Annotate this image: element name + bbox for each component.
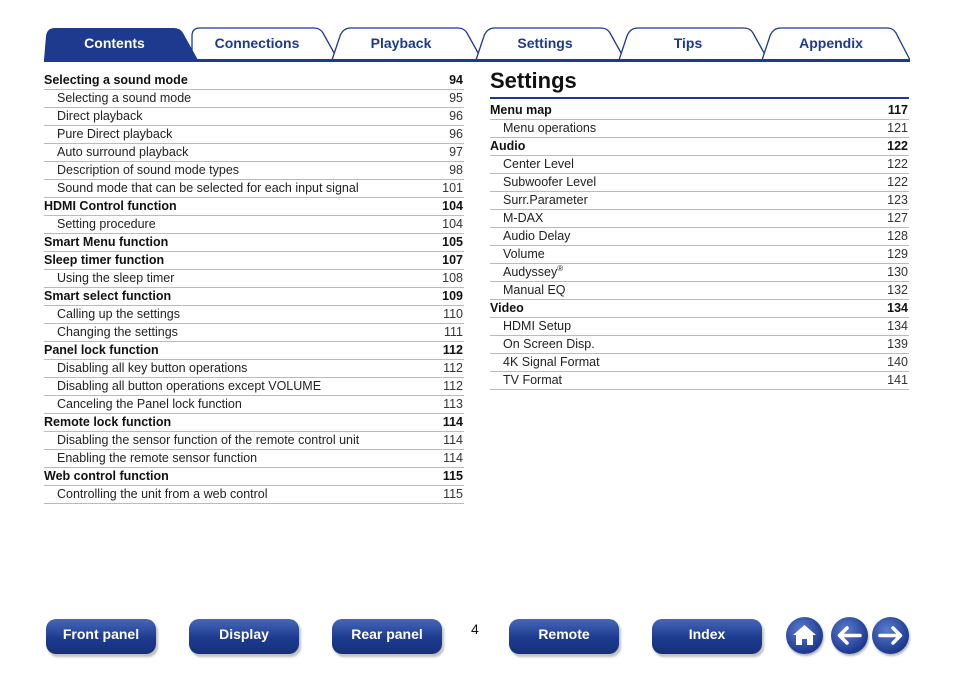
- toc-entry-row[interactable]: [44, 126, 464, 144]
- toc-page-number: 112: [442, 343, 463, 357]
- toc-entry-label: Disabling all button operations except VOLUME: [57, 379, 322, 393]
- toc-entry-row[interactable]: [490, 228, 909, 246]
- toc-entry-label: Direct playback: [57, 109, 143, 123]
- arrow-left-icon: [831, 617, 868, 654]
- tab-tips[interactable]: Tips: [673, 35, 703, 51]
- toc-page-number: 97: [449, 145, 463, 159]
- toc-entry-row[interactable]: [490, 174, 909, 192]
- home-icon: [786, 617, 823, 654]
- toc-entry-row[interactable]: [44, 306, 464, 324]
- toc-section-row[interactable]: [490, 138, 909, 156]
- toc-entry-label: Changing the settings: [57, 325, 178, 339]
- toc-page-number: 127: [887, 211, 908, 225]
- toc-entry-label: Sleep timer function: [44, 253, 165, 267]
- toc-page-number: 104: [442, 199, 463, 213]
- toc-entry-row[interactable]: [44, 432, 464, 450]
- toc-page-number: 95: [449, 91, 463, 105]
- toc-entry-label: Subwoofer Level: [503, 175, 597, 189]
- toc-entry-row[interactable]: [44, 360, 464, 378]
- toc-entry-label-wrap: [503, 264, 563, 281]
- tab-underline: [44, 59, 910, 62]
- toc-entry-label: Auto surround playback: [57, 145, 189, 159]
- rear-panel-button[interactable]: Rear panel: [332, 619, 442, 654]
- forward-button[interactable]: [872, 617, 909, 654]
- toc-page-number: 117: [887, 103, 908, 117]
- toc-entry-label: Audyssey: [503, 265, 558, 279]
- toc-entry-row[interactable]: [490, 192, 909, 210]
- toc-entry-label: On Screen Disp.: [503, 337, 595, 351]
- toc-entry-label: Using the sleep timer: [57, 271, 175, 285]
- toc-entry-label: Smart Menu function: [44, 235, 169, 249]
- toc-page-number: 94: [449, 73, 463, 87]
- toc-page-number: 122: [887, 139, 908, 153]
- toc-entry-label: TV Format: [503, 373, 563, 387]
- remote-button[interactable]: Remote: [509, 619, 619, 654]
- page-number: 4: [471, 621, 479, 637]
- toc-section-row[interactable]: [44, 72, 464, 90]
- toc-entry-row[interactable]: [44, 162, 464, 180]
- toc-entry-row[interactable]: [44, 450, 464, 468]
- toc-page-number: 121: [887, 121, 908, 135]
- toc-section-row[interactable]: [44, 198, 464, 216]
- toc-entry-label: Description of sound mode types: [57, 163, 240, 177]
- toc-entry-row[interactable]: [44, 90, 464, 108]
- registered-mark: ®: [557, 263, 564, 273]
- toc-section-row[interactable]: [490, 300, 909, 318]
- toc-section-row[interactable]: [44, 414, 464, 432]
- toc-entry-label: Calling up the settings: [57, 307, 180, 321]
- toc-page-number: 104: [442, 217, 463, 231]
- toc-entry-row[interactable]: [44, 270, 464, 288]
- left-toc-list: [44, 72, 464, 504]
- toc-page-number: 96: [449, 109, 463, 123]
- toc-entry-label: Disabling the sensor function of the remote control unit: [57, 433, 360, 447]
- toc-entry-label: Volume: [503, 247, 545, 261]
- toc-entry-label: HDMI Control function: [44, 199, 177, 213]
- toc-entry-row[interactable]: [44, 108, 464, 126]
- toc-page-number: 115: [442, 469, 463, 483]
- tab-playback[interactable]: Playback: [370, 35, 432, 51]
- toc-page-number: 114: [442, 415, 463, 429]
- toc-page-number: 112: [443, 379, 463, 393]
- toc-entry-label: Center Level: [503, 157, 574, 171]
- toc-entry-row[interactable]: [490, 282, 909, 300]
- toc-entry-row[interactable]: [490, 336, 909, 354]
- toc-entry-label: Enabling the remote sensor function: [57, 451, 258, 465]
- toc-page-number: 110: [443, 307, 463, 321]
- toc-page-number: 140: [887, 355, 908, 369]
- toc-entry-label: 4K Signal Format: [503, 355, 600, 369]
- tab-appendix[interactable]: Appendix: [799, 35, 863, 51]
- toc-page-number: 109: [442, 289, 463, 303]
- toc-entry-row[interactable]: [490, 264, 909, 282]
- home-button[interactable]: [786, 617, 823, 654]
- toc-entry-label: Surr.Parameter: [503, 193, 588, 207]
- toc-section-row[interactable]: [490, 102, 909, 120]
- front-panel-button[interactable]: Front panel: [46, 619, 156, 654]
- toc-entry-label: Canceling the Panel lock function: [57, 397, 242, 411]
- toc-entry-row[interactable]: [44, 180, 464, 198]
- index-button[interactable]: Index: [652, 619, 762, 654]
- toc-page-number: 141: [887, 373, 908, 387]
- toc-entry-label: Selecting a sound mode: [57, 91, 192, 105]
- tab-connections[interactable]: Connections: [214, 35, 300, 51]
- toc-page-number: 111: [443, 325, 463, 339]
- toc-page-number: 114: [443, 433, 463, 447]
- toc-page-number: 139: [887, 337, 908, 351]
- toc-entry-row[interactable]: [44, 486, 464, 504]
- toc-entry-row[interactable]: [490, 120, 909, 138]
- toc-entry-row[interactable]: [490, 210, 909, 228]
- toc-section-row[interactable]: [44, 288, 464, 306]
- toc-page-number: 115: [443, 487, 463, 501]
- toc-entry-label: Selecting a sound mode: [44, 73, 188, 87]
- toc-entry-row[interactable]: [44, 216, 464, 234]
- toc-page-number: 130: [887, 265, 908, 279]
- toc-entry-row[interactable]: [44, 144, 464, 162]
- back-button[interactable]: [831, 617, 868, 654]
- display-button[interactable]: Display: [189, 619, 299, 654]
- toc-entry-label: Manual EQ: [503, 283, 566, 297]
- toc-section-row[interactable]: [44, 468, 464, 486]
- toc-page-number: 134: [887, 319, 908, 333]
- toc-entry-label: Menu map: [490, 103, 552, 117]
- toc-entry-row[interactable]: [44, 324, 464, 342]
- toc-entry-row[interactable]: [490, 246, 909, 264]
- toc-page-number: 132: [887, 283, 908, 297]
- toc-page-number: 112: [443, 361, 463, 375]
- toc-page-number: 134: [887, 301, 908, 315]
- toc-section-row[interactable]: [44, 252, 464, 270]
- toc-entry-label: Video: [490, 301, 524, 315]
- toc-entry-label: Menu operations: [503, 121, 597, 135]
- toc-entry-label: Remote lock function: [44, 415, 172, 429]
- toc-entry-label: Sound mode that can be selected for each input signal: [57, 181, 359, 195]
- toc-entry-row[interactable]: [44, 378, 464, 396]
- toc-page-number: 108: [442, 271, 463, 285]
- toc-page-number: 113: [443, 397, 463, 411]
- toc-page-number: 122: [887, 175, 908, 189]
- toc-entry-row[interactable]: [490, 372, 909, 390]
- toc-page-number: 122: [887, 157, 908, 171]
- toc-entry-row[interactable]: [44, 396, 464, 414]
- toc-entry-label: Disabling all key button operations: [57, 361, 248, 375]
- toc-entry-label: Audio: [490, 139, 526, 153]
- toc-entry-label: Pure Direct playback: [57, 127, 173, 141]
- toc-entry-label: Smart select function: [44, 289, 172, 303]
- toc-entry-row[interactable]: [490, 156, 909, 174]
- arrow-right-icon: [872, 617, 909, 654]
- toc-entry-label: M-DAX: [503, 211, 544, 225]
- toc-page-number: 123: [887, 193, 908, 207]
- toc-entry-label: HDMI Setup: [503, 319, 572, 333]
- section-title: Settings: [490, 68, 577, 93]
- toc-entry-row[interactable]: [490, 318, 909, 336]
- section-title-rule: [490, 97, 909, 99]
- tab-settings[interactable]: Settings: [517, 35, 573, 51]
- toc-section-row[interactable]: [44, 234, 464, 252]
- toc-page-number: 96: [449, 127, 463, 141]
- toc-entry-label: Setting procedure: [57, 217, 156, 231]
- tab-bar: [44, 26, 910, 62]
- toc-page-number: 128: [887, 229, 908, 243]
- toc-entry-label: Audio Delay: [503, 229, 571, 243]
- toc-section-row[interactable]: [44, 342, 464, 360]
- toc-entry-label: Panel lock function: [44, 343, 159, 357]
- toc-page-number: 107: [442, 253, 463, 267]
- toc-page-number: 129: [887, 247, 908, 261]
- toc-page-number: 101: [442, 181, 463, 195]
- toc-page-number: 98: [449, 163, 463, 177]
- toc-entry-label: Web control function: [44, 469, 169, 483]
- toc-page-number: 114: [443, 451, 463, 465]
- right-toc-list: [490, 102, 909, 390]
- toc-entry-row[interactable]: [490, 354, 909, 372]
- toc-page-number: 105: [442, 235, 463, 249]
- tab-contents[interactable]: Contents: [84, 35, 145, 51]
- toc-entry-label: Controlling the unit from a web control: [57, 487, 268, 501]
